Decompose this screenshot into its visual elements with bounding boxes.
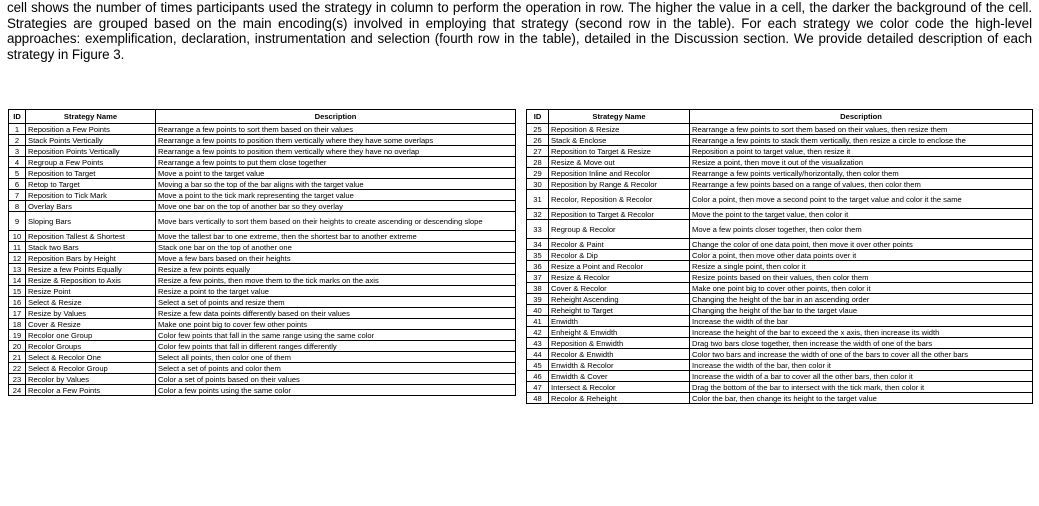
strategy-id: 48 (527, 393, 549, 404)
strategy-id: 31 (527, 190, 549, 209)
strategy-id: 43 (527, 338, 549, 349)
table-row (527, 179, 1033, 190)
table-header-row (9, 110, 516, 124)
strategy-name: Resize a few Points Equally (26, 264, 156, 275)
strategy-description: Moving a bar so the top of the bar aligns with the target value (156, 179, 516, 190)
strategy-id: 32 (527, 209, 549, 220)
strategy-id: 21 (9, 352, 26, 363)
strategy-description: Move a few points closer together, then color them (690, 220, 1033, 239)
strategy-description: Color a few points using the same color (156, 385, 516, 396)
strategy-name: Recolor by Values (26, 374, 156, 385)
strategy-name: Select & Recolor Group (26, 363, 156, 374)
header-strategy-name: Strategy Name (549, 110, 690, 124)
strategy-name: Reposition to Tick Mark (26, 190, 156, 201)
strategy-description: Resize a point, then move it out of the visualization (690, 157, 1033, 168)
strategy-description: Increase the height of the bar to exceed the x axis, then increase its width (690, 327, 1033, 338)
strategy-description: Resize a few points equally (156, 264, 516, 275)
table-row (9, 374, 516, 385)
strategy-name: Reposition Bars by Height (26, 253, 156, 264)
strategy-name: Enwidth & Cover (549, 371, 690, 382)
table-row (9, 190, 516, 201)
strategy-table-right (526, 109, 1033, 404)
strategy-name: Resize & Reposition to Axis (26, 275, 156, 286)
strategy-id: 41 (527, 316, 549, 327)
strategy-id: 13 (9, 264, 26, 275)
table-row (9, 286, 516, 297)
table-row (527, 338, 1033, 349)
strategy-name: Resize & Move out (549, 157, 690, 168)
strategy-id: 19 (9, 330, 26, 341)
strategy-description: Rearrange a few points to sort them based on their values, then resize them (690, 124, 1033, 135)
strategy-id: 16 (9, 297, 26, 308)
strategy-id: 10 (9, 231, 26, 242)
strategy-description: Move one bar on the top of another bar so they overlay (156, 201, 516, 212)
table-row (9, 242, 516, 253)
table-row (9, 157, 516, 168)
strategy-name: Recolor & Reheight (549, 393, 690, 404)
strategy-description: Resize a single point, then color it (690, 261, 1033, 272)
strategy-description: Resize a point to the target value (156, 286, 516, 297)
strategy-name: Resize a Point and Recolor (549, 261, 690, 272)
strategy-id: 34 (527, 239, 549, 250)
strategy-id: 47 (527, 382, 549, 393)
table-row (527, 316, 1033, 327)
table-row (527, 382, 1033, 393)
strategy-id: 37 (527, 272, 549, 283)
strategy-name: Stack Points Vertically (26, 135, 156, 146)
strategy-name: Regroup & Recolor (549, 220, 690, 239)
strategy-description: Color two bars and increase the width of one of the bars to cover all the other bars (690, 349, 1033, 360)
caption-text: cell shows the number of times participants used the strategy in column to perform the operation in row. The higher the value in a cell, the darker the background of the cell. Strategies are grouped based on the main encoding(s) involved in employing that strategy (second row in the table). For each strategy we color code the high-level approaches: exemplification, declaration, instrumentation and selection (fourth row in the table), detailed in the Discussion section. We provide detailed description of each strategy in Figure 3. (7, 0, 1032, 62)
table-row (527, 261, 1033, 272)
table-row (527, 305, 1033, 316)
table-row (9, 168, 516, 179)
strategy-name: Retop to Target (26, 179, 156, 190)
strategy-name: Cover & Recolor (549, 283, 690, 294)
strategy-id: 5 (9, 168, 26, 179)
strategy-id: 3 (9, 146, 26, 157)
strategy-name: Recolor a Few Points (26, 385, 156, 396)
strategy-name: Enheight & Enwidth (549, 327, 690, 338)
table-row (9, 297, 516, 308)
table-row (527, 157, 1033, 168)
header-id: ID (9, 110, 26, 124)
strategy-name: Reposition to Target (26, 168, 156, 179)
strategy-name: Reposition to Target & Resize (549, 146, 690, 157)
strategy-name: Reposition Tallest & Shortest (26, 231, 156, 242)
strategy-id: 8 (9, 201, 26, 212)
strategy-name: Cover & Resize (26, 319, 156, 330)
strategy-name: Recolor, Reposition & Recolor (549, 190, 690, 209)
table-row (527, 220, 1033, 239)
strategy-id: 39 (527, 294, 549, 305)
strategy-description: Color few points that fall in different ranges differently (156, 341, 516, 352)
header-description: Description (690, 110, 1033, 124)
table-row (527, 283, 1033, 294)
strategy-name: Stack & Enclose (549, 135, 690, 146)
table-row (527, 371, 1033, 382)
strategy-description: Make one point big to cover other points, then color it (690, 283, 1033, 294)
strategy-id: 33 (527, 220, 549, 239)
table-row (9, 231, 516, 242)
strategy-name: Resize & Recolor (549, 272, 690, 283)
strategy-id: 44 (527, 349, 549, 360)
strategy-id: 2 (9, 135, 26, 146)
table-row (9, 319, 516, 330)
strategy-name: Sloping Bars (26, 212, 156, 231)
strategy-name: Recolor & Paint (549, 239, 690, 250)
table-row (527, 393, 1033, 404)
header-description: Description (156, 110, 516, 124)
table-row (9, 341, 516, 352)
strategy-description: Change the color of one data point, then move it over other points (690, 239, 1033, 250)
strategy-name: Reheight to Target (549, 305, 690, 316)
strategy-name: Select & Resize (26, 297, 156, 308)
strategy-name: Recolor Groups (26, 341, 156, 352)
strategy-id: 12 (9, 253, 26, 264)
strategy-name: Resize by Values (26, 308, 156, 319)
strategy-id: 11 (9, 242, 26, 253)
strategy-name: Reposition to Target & Recolor (549, 209, 690, 220)
table-row (527, 349, 1033, 360)
strategy-id: 45 (527, 360, 549, 371)
strategy-id: 15 (9, 286, 26, 297)
strategy-description: Rearrange a few points to stack them vertically, then resize a circle to enclose the (690, 135, 1033, 146)
strategy-id: 26 (527, 135, 549, 146)
strategy-name: Reposition a Few Points (26, 124, 156, 135)
header-id: ID (527, 110, 549, 124)
strategy-description: Drag the bottom of the bar to intersect with the tick mark, then color it (690, 382, 1033, 393)
strategy-description: Color a point, then move a second point to the target value and color it the same (690, 190, 1033, 209)
strategy-id: 22 (9, 363, 26, 374)
table-row (9, 179, 516, 190)
strategy-name: Enwidth (549, 316, 690, 327)
strategy-description: Rearrange a few points vertically/horizontally, then color them (690, 168, 1033, 179)
table-row (9, 124, 516, 135)
strategy-id: 23 (9, 374, 26, 385)
table-row (527, 168, 1033, 179)
strategy-id: 25 (527, 124, 549, 135)
strategy-description: Select all points, then color one of them (156, 352, 516, 363)
strategy-id: 42 (527, 327, 549, 338)
strategy-description: Make one point big to cover few other points (156, 319, 516, 330)
figure-caption (7, 0, 1032, 62)
table-row (9, 275, 516, 286)
table-row (9, 212, 516, 231)
strategy-description: Rearrange a few points based on a range of values, then color them (690, 179, 1033, 190)
strategy-name: Reposition Inline and Recolor (549, 168, 690, 179)
strategy-id: 36 (527, 261, 549, 272)
table-header-row (527, 110, 1033, 124)
strategy-id: 38 (527, 283, 549, 294)
table-row (9, 352, 516, 363)
strategy-description: Rearrange a few points to position them vertically where they have no overlap (156, 146, 516, 157)
strategy-id: 29 (527, 168, 549, 179)
strategy-description: Resize a few data points differently based on their values (156, 308, 516, 319)
table-row (527, 190, 1033, 209)
strategy-id: 40 (527, 305, 549, 316)
strategy-description: Move a point to the target value (156, 168, 516, 179)
strategy-description: Select a set of points and color them (156, 363, 516, 374)
strategy-name: Reposition & Enwidth (549, 338, 690, 349)
strategy-description: Stack one bar on the top of another one (156, 242, 516, 253)
strategy-description: Increase the width of the bar, then color it (690, 360, 1033, 371)
table-row (527, 327, 1033, 338)
strategy-description: Color a point, then move other data points over it (690, 250, 1033, 261)
table-row (9, 253, 516, 264)
strategy-id: 30 (527, 179, 549, 190)
table-row (9, 201, 516, 212)
table-row (9, 146, 516, 157)
strategy-description: Drag two bars close together, then increase the width of one of the bars (690, 338, 1033, 349)
strategy-id: 24 (9, 385, 26, 396)
strategy-id: 46 (527, 371, 549, 382)
strategy-id: 17 (9, 308, 26, 319)
strategy-description: Move the point to the target value, then color it (690, 209, 1033, 220)
table-row (527, 360, 1033, 371)
strategy-description: Move a point to the tick mark representing the target value (156, 190, 516, 201)
strategy-name: Reposition & Resize (549, 124, 690, 135)
strategy-name: Enwidth & Recolor (549, 360, 690, 371)
table-row (527, 294, 1033, 305)
strategy-description: Increase the width of the bar (690, 316, 1033, 327)
strategy-id: 35 (527, 250, 549, 261)
strategy-id: 4 (9, 157, 26, 168)
table-row (9, 385, 516, 396)
table-row (9, 135, 516, 146)
strategy-name: Recolor & Dip (549, 250, 690, 261)
strategy-name: Stack two Bars (26, 242, 156, 253)
strategy-description: Changing the height of the bar to the target vlaue (690, 305, 1033, 316)
strategy-name: Intersect & Recolor (549, 382, 690, 393)
strategy-id: 7 (9, 190, 26, 201)
strategy-table-left (8, 109, 516, 396)
table-row (9, 363, 516, 374)
strategy-name: Resize Point (26, 286, 156, 297)
table-row (527, 146, 1033, 157)
strategy-description: Color few points that fall in the same range using the same color (156, 330, 516, 341)
strategy-description: Rearrange a few points to sort them based on their values (156, 124, 516, 135)
strategy-description: Move bars vertically to sort them based on their heights to create ascending or descending slope (156, 212, 516, 231)
table-row (527, 239, 1033, 250)
strategy-id: 1 (9, 124, 26, 135)
strategy-description: Resize a few points, then move them to the tick marks on the axis (156, 275, 516, 286)
strategy-name: Regroup a Few Points (26, 157, 156, 168)
strategy-description: Color the bar, then change its height to the target value (690, 393, 1033, 404)
strategy-id: 6 (9, 179, 26, 190)
strategy-description: Changing the height of the bar in an ascending order (690, 294, 1033, 305)
strategy-name: Reposition Points Vertically (26, 146, 156, 157)
strategy-id: 28 (527, 157, 549, 168)
strategy-id: 18 (9, 319, 26, 330)
strategy-name: Reheight Ascending (549, 294, 690, 305)
table-row (527, 250, 1033, 261)
table-row (9, 308, 516, 319)
strategy-description: Increase the width of a bar to cover all the other bars, then color it (690, 371, 1033, 382)
table-row (527, 209, 1033, 220)
strategy-description: Move the tallest bar to one extreme, then the shortest bar to another extreme (156, 231, 516, 242)
strategy-description: Rearrange a few points to position them vertically where they have some overlaps (156, 135, 516, 146)
table-row (527, 272, 1033, 283)
table-row (527, 135, 1033, 146)
strategy-description: Select a set of points and resize them (156, 297, 516, 308)
strategy-description: Move a few bars based on their heights (156, 253, 516, 264)
table-row (9, 264, 516, 275)
strategy-description: Color a set of points based on their values (156, 374, 516, 385)
header-strategy-name: Strategy Name (26, 110, 156, 124)
strategy-name: Overlay Bars (26, 201, 156, 212)
strategy-description: Reposition a point to target value, then resize it (690, 146, 1033, 157)
strategy-description: Resize points based on their values, then color them (690, 272, 1033, 283)
strategy-name: Select & Recolor One (26, 352, 156, 363)
table-row (9, 330, 516, 341)
strategy-id: 9 (9, 212, 26, 231)
strategy-name: Recolor & Enwidth (549, 349, 690, 360)
strategy-name: Reposition by Range & Recolor (549, 179, 690, 190)
strategy-description: Rearrange a few points to put them close together (156, 157, 516, 168)
strategy-id: 20 (9, 341, 26, 352)
strategy-id: 27 (527, 146, 549, 157)
table-row (527, 124, 1033, 135)
strategy-id: 14 (9, 275, 26, 286)
strategy-name: Recolor one Group (26, 330, 156, 341)
